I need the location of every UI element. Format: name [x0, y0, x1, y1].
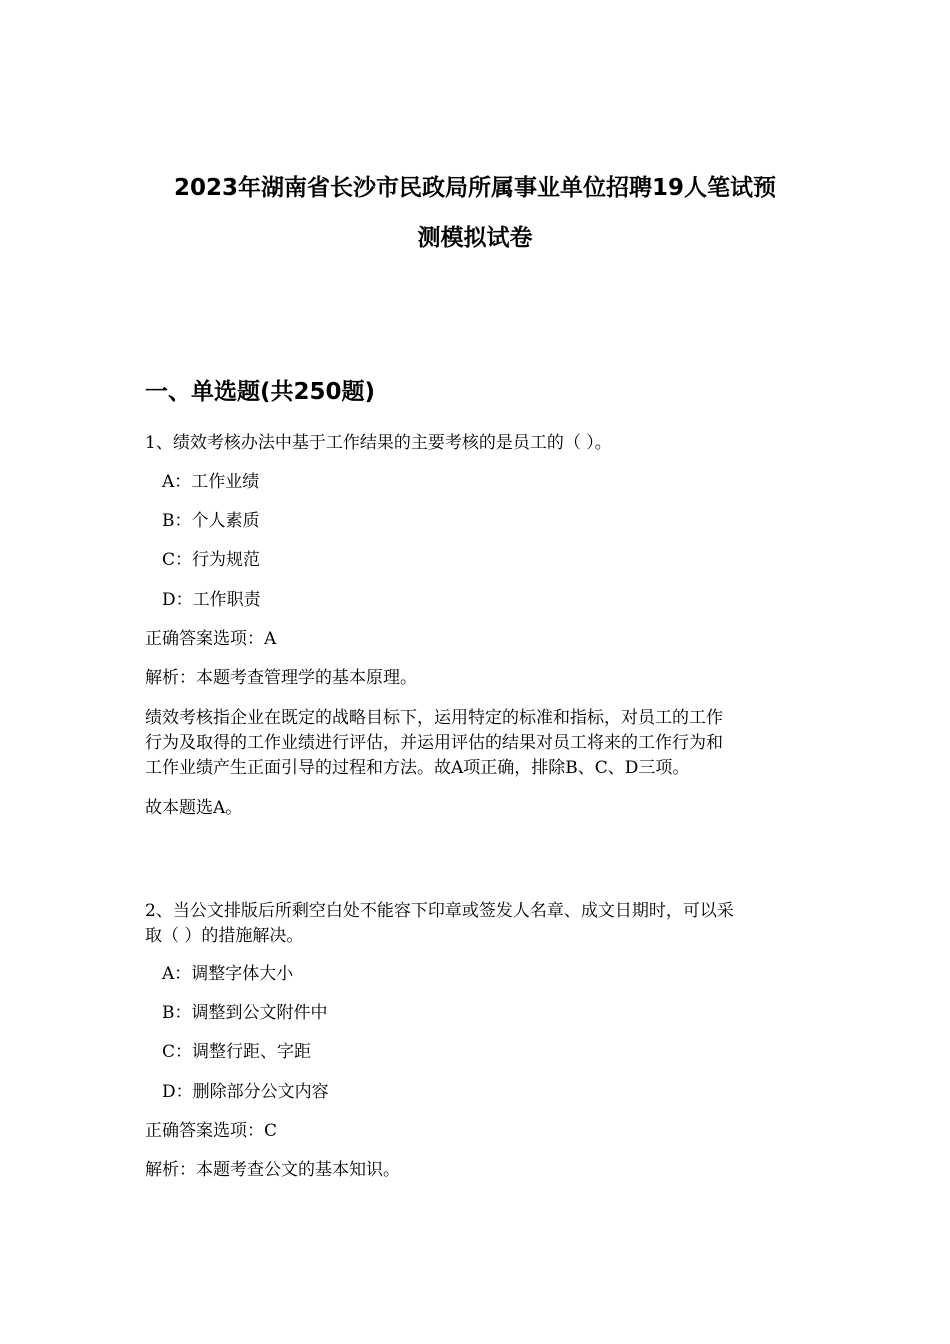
question-1-stem: 1、绩效考核办法中基于工作结果的主要考核的是员工的（ ）。: [145, 433, 612, 453]
question-1-analysis: 解析：本题考查管理学的基本原理。: [145, 668, 417, 688]
document-title-line-2: 测模拟试卷: [417, 225, 533, 251]
question-1-option-b: B：个人素质: [162, 511, 260, 531]
question-2-option-c: C：调整行距、字距: [162, 1042, 312, 1062]
question-1-option-a: A：工作业绩: [162, 472, 260, 492]
question-1-explanation-line-2: 行为及取得的工作业绩进行评估，并运用评估的结果对员工将来的工作行为和: [145, 733, 723, 753]
section-heading: 一、单选题(共250题): [145, 379, 376, 405]
question-2-stem-line-2: 取（ ）的措施解决。: [145, 926, 304, 946]
question-1-explanation-line-3: 工作业绩产生正面引导的过程和方法。故A项正确，排除B、C、D三项。: [145, 758, 690, 778]
question-1-option-c: C：行为规范: [162, 550, 261, 570]
question-2-answer: 正确答案选项：C: [145, 1121, 278, 1141]
question-1-option-d: D：工作职责: [162, 590, 261, 610]
question-1-answer: 正确答案选项：A: [145, 629, 277, 649]
question-2-option-a: A：调整字体大小: [162, 964, 294, 984]
question-1-explanation-line-1: 绩效考核指企业在既定的战略目标下，运用特定的标准和指标，对员工的工作: [145, 708, 723, 728]
document-title-line-1: 2023年湖南省长沙市民政局所属事业单位招聘19人笔试预: [173, 175, 777, 201]
question-2-option-d: D：删除部分公文内容: [162, 1082, 329, 1102]
question-1-conclusion: 故本题选A。: [145, 798, 243, 818]
question-2-stem-line-1: 2、当公文排版后所剩空白处不能容下印章或签发人名章、成文日期时，可以采: [145, 901, 734, 921]
question-2-option-b: B：调整到公文附件中: [162, 1003, 328, 1023]
question-2-analysis: 解析：本题考查公文的基本知识。: [145, 1160, 400, 1180]
